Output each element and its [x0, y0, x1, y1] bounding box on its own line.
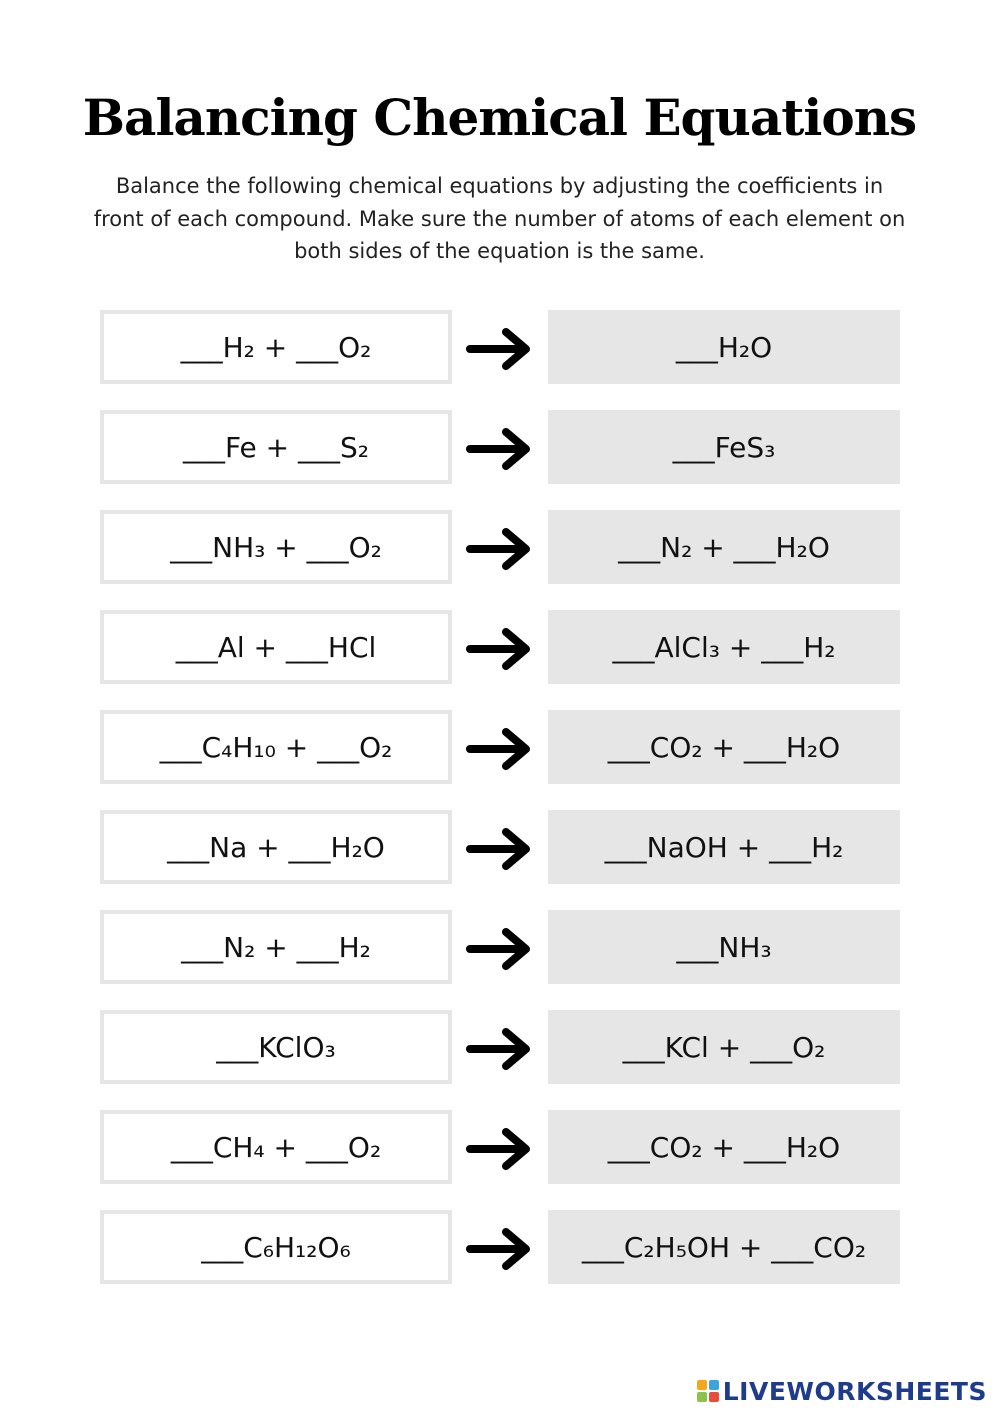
products-box[interactable]: ___NH₃: [548, 910, 900, 984]
reactants-box[interactable]: ___Na + ___H₂O: [100, 810, 452, 884]
right-arrow-icon: [466, 827, 534, 871]
reactants-box[interactable]: ___H₂ + ___O₂: [100, 310, 452, 384]
right-arrow-icon: [466, 627, 534, 671]
reactants-box[interactable]: ___CH₄ + ___O₂: [100, 1110, 452, 1184]
equation-row: [100, 1210, 900, 1284]
products-box[interactable]: ___FeS₃: [548, 410, 900, 484]
products-box[interactable]: ___CO₂ + ___H₂O: [548, 710, 900, 784]
reactants-box[interactable]: ___C₄H₁₀ + ___O₂: [100, 710, 452, 784]
right-arrow-icon: [466, 927, 534, 971]
products-box[interactable]: ___KCl + ___O₂: [548, 1010, 900, 1084]
logo-tile: [709, 1392, 719, 1402]
reactants-box[interactable]: ___KClO₃: [100, 1010, 452, 1084]
right-arrow-icon: [466, 1127, 534, 1171]
products-box[interactable]: ___NaOH + ___H₂: [548, 810, 900, 884]
right-arrow-icon: [466, 427, 534, 471]
liveworksheets-logo[interactable]: [697, 1375, 987, 1407]
liveworksheets-logo-icon: [697, 1380, 719, 1402]
equation-list: [100, 310, 900, 1310]
equation-row: [100, 710, 900, 784]
reactants-box[interactable]: ___Fe + ___S₂: [100, 410, 452, 484]
equation-row: [100, 410, 900, 484]
logo-text: LIVEWORKSHEETS: [722, 1376, 987, 1406]
logo-tile: [697, 1392, 707, 1402]
equation-row: [100, 910, 900, 984]
right-arrow-icon: [466, 1027, 534, 1071]
products-box[interactable]: ___AlCl₃ + ___H₂: [548, 610, 900, 684]
equation-row: [100, 610, 900, 684]
logo-tile: [709, 1380, 719, 1390]
logo-tile: [697, 1380, 707, 1390]
products-box[interactable]: ___C₂H₅OH + ___CO₂: [548, 1210, 900, 1284]
equation-row: [100, 1010, 900, 1084]
right-arrow-icon: [466, 527, 534, 571]
reactants-box[interactable]: ___NH₃ + ___O₂: [100, 510, 452, 584]
page-title: Balancing Chemical Equations: [82, 88, 917, 147]
products-box[interactable]: ___H₂O: [548, 310, 900, 384]
products-box[interactable]: ___N₂ + ___H₂O: [548, 510, 900, 584]
reactants-box[interactable]: ___Al + ___HCl: [100, 610, 452, 684]
reactants-box[interactable]: ___N₂ + ___H₂: [100, 910, 452, 984]
equation-row: [100, 1110, 900, 1184]
products-box[interactable]: ___CO₂ + ___H₂O: [548, 1110, 900, 1184]
equation-row: [100, 810, 900, 884]
instructions: Balance the following chemical equations by adjusting the coefficients in front of each compound. Make sure the number of atoms of each element on both sides of the equation is the same.: [93, 174, 906, 263]
equation-row: [100, 510, 900, 584]
reactants-box[interactable]: ___C₆H₁₂O₆: [100, 1210, 452, 1284]
equation-row: [100, 310, 900, 384]
right-arrow-icon: [466, 727, 534, 771]
right-arrow-icon: [466, 327, 534, 371]
right-arrow-icon: [466, 1227, 534, 1271]
